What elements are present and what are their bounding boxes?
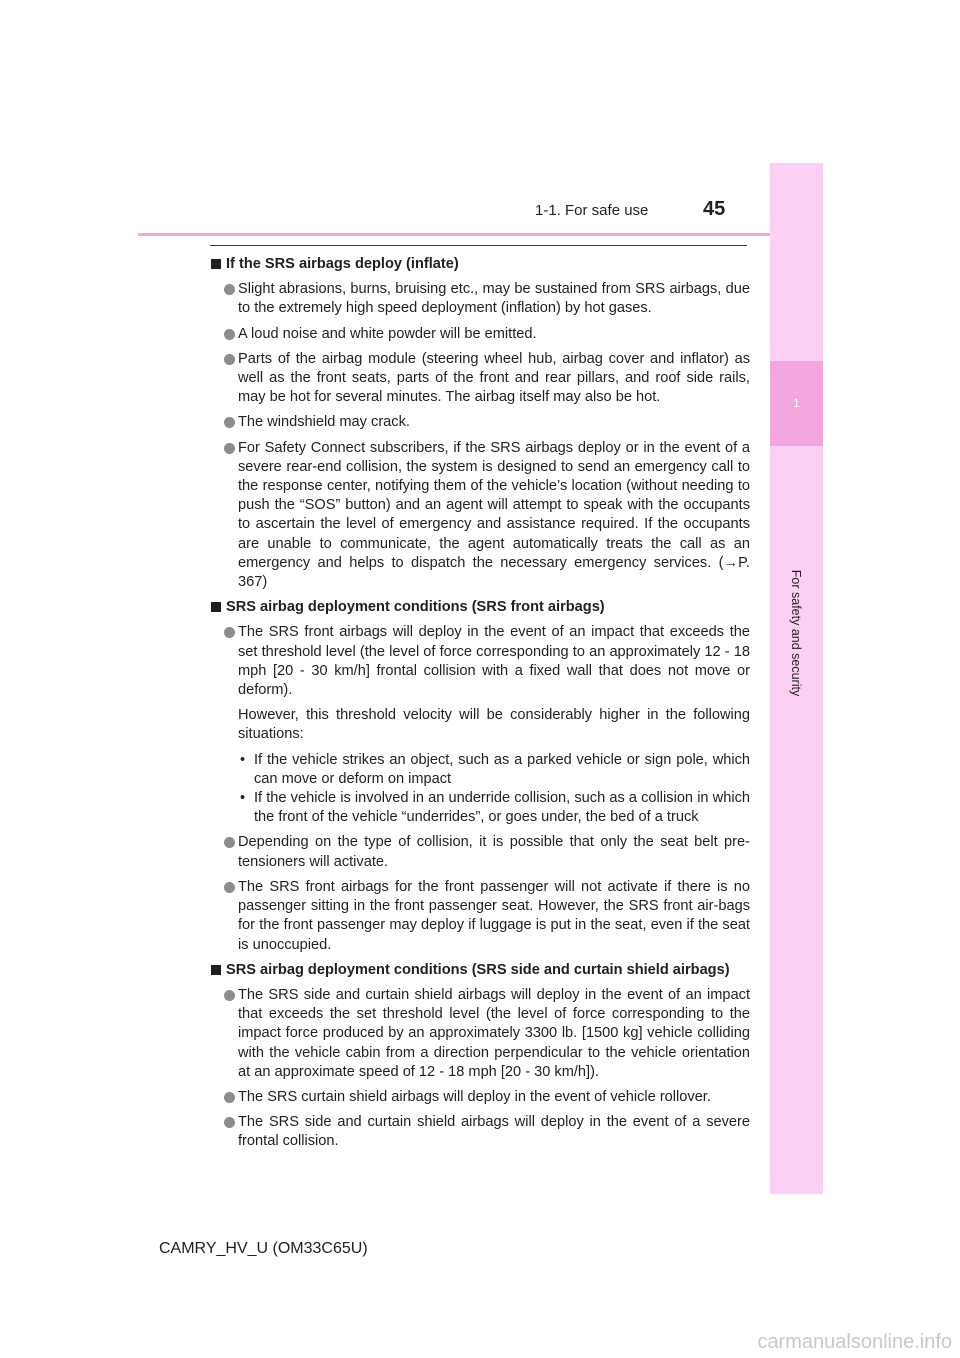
bullet-item: Slight abrasions, burns, bruising etc., may be sustained from SRS airbags, due to the extremely high speed deployment (inflation) by hot gases. [210,280,750,318]
dot-marker-icon: • [240,751,246,768]
bullet-item: The windshield may crack. [210,413,750,432]
square-bullet-icon [211,259,221,269]
continuation-paragraph: However, this threshold velocity will be considerably higher in the following situations: [238,707,750,743]
chapter-number: 1 [770,361,823,446]
bullet-item: Depending on the type of collision, it is possible that only the seat belt pre-tensioners will activate. [210,833,750,871]
bullet-item: Parts of the airbag module (steering wheel hub, airbag cover and inflator) as well as the front seats, parts of the front and rear pillars, and roof side rails, may be hot for several minutes. The airbag itself may also be hot. [210,350,750,408]
sub-list-item: • If the vehicle is involved in an underride collision, such as a collision in which the front of the vehicle “underrides”, or goes under, the bed of a truck [240,790,750,826]
page-content [210,255,750,1158]
model-code-footer: CAMRY_HV_U (OM33C65U) [159,1240,368,1257]
content-top-rule [210,245,747,246]
sub-list-item: • If the vehicle strikes an object, such as a parked vehicle or sign pole, which can move or deform on impact [240,751,750,787]
circle-bullet-icon [224,443,235,454]
circle-bullet-icon [224,882,235,893]
header-rule [138,233,823,236]
circle-bullet-icon [224,284,235,295]
chapter-title: For safety and security [789,569,803,697]
section-heading: SRS airbag deployment conditions (SRS front airbags) [210,598,750,617]
square-bullet-icon [211,602,221,612]
circle-bullet-icon [224,1117,235,1128]
bullet-item: The SRS side and curtain shield airbags will deploy in the event of an impact that exceeds the set threshold level (the level of force corresponding to the impact force produced by an approximately 3300 lb. [1500 kg] vehicle colliding with the vehicle cabin from a direction perpendicular to the vehicle orientation at an approximate speed of 12 - 18 mph [20 - 30 km/h]). [210,986,750,1082]
square-bullet-icon [211,965,221,975]
circle-bullet-icon [224,837,235,848]
page-reference: For Safety Connect subscribers, if the SRS airbags deploy or in the event of a severe rear-end collision, the system is designed to send an emergency call to the response center, notifying them of the vehicle’s location (without needing to push the “SOS” button) and an agent will attempt to speak with the occupants to ascertain the level of emergency and assistance required. If the occupants are unable to communicate, the agent automatically treats the call as an emergency and helps to dispatch the necessary emergency services. (→P. 367) [238,439,750,591]
circle-bullet-icon [224,417,235,428]
chapter-side-tab[interactable] [770,163,823,1194]
circle-bullet-icon [224,627,235,638]
page-number: 45 [703,198,726,220]
section-heading: SRS airbag deployment conditions (SRS side and curtain shield airbags) [210,961,750,980]
bullet-item: A loud noise and white powder will be emitted. [210,325,750,344]
bullet-item [210,439,750,593]
circle-bullet-icon [224,1092,235,1103]
dot-marker-icon: • [240,790,246,807]
bullet-item: The SRS curtain shield airbags will deploy in the event of vehicle rollover. [210,1088,750,1107]
section-title: 1-1. For safe use [535,202,649,219]
section-heading: If the SRS airbags deploy (inflate) [210,255,750,274]
circle-bullet-icon [224,354,235,365]
bullet-item: The SRS front airbags for the front passenger will not activate if there is no passenger sitting in the front passenger seat. However, the SRS front air-bags for the front passenger may deploy if luggage is put in the seat, even if the seat is unoccupied. [210,878,750,955]
circle-bullet-icon [224,329,235,340]
bullet-item: The SRS front airbags will deploy in the event of an impact that exceeds the set threshold level (the level of force corresponding to an approximately 12 - 18 mph [20 - 30 km/h] frontal collision with a fixed wall that does not move or deform). [210,623,750,700]
circle-bullet-icon [224,990,235,1001]
watermark: carmanualsonline.info [757,1331,952,1353]
bullet-item: The SRS side and curtain shield airbags will deploy in the event of a severe frontal collision. [210,1113,750,1151]
